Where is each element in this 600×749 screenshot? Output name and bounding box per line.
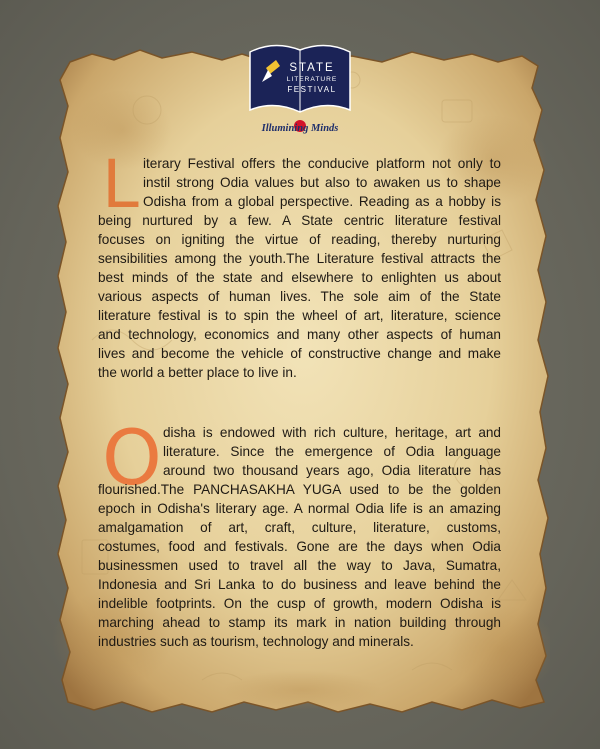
para2-line: literature. Since the emergence of Odia language — [163, 444, 501, 459]
para1-line: literature festival is to spin the wheel of art, literature, science — [98, 308, 501, 323]
para1-line: focuses on igniting the virtue of reading, thereby nurturing — [98, 232, 501, 247]
para2-line: indelible footprints. On the cusp of growth, modern Odisha is — [98, 596, 501, 611]
para2-line: around two thousand years ago, Odia literature has — [163, 463, 501, 478]
para1-line: and technology, economics and many other aspects of human — [98, 327, 501, 342]
logo-subtitle: LITERATURE — [286, 76, 338, 83]
para2-line: businessmen used to travel all the way to Java, Sumatra, — [98, 558, 501, 573]
para2-line: epoch in Odisha's literary age. A normal Odia life is an amazing — [98, 501, 501, 516]
para1-line: best minds of the state and elsewhere to enlighten us about — [98, 270, 501, 285]
para2-line: amalgamation of art, craft, culture, literature, customs, — [98, 520, 501, 535]
para1-line: various aspects of human lives. The sole aim of the State — [98, 289, 501, 304]
para2-line: costumes, food and festivals. Gone are the days when Odia — [98, 539, 501, 554]
dropcap-o: O — [102, 413, 162, 502]
logo-subtitle-festival: FESTIVAL — [287, 85, 337, 94]
para1-line: Odisha from a global perspective. Reading as a hobby is — [143, 194, 501, 209]
para2-line: disha is endowed with rich culture, heritage, art and — [163, 425, 501, 440]
para2-line: Indonesia and Sri Lanka to do business and leave behind the — [98, 577, 501, 592]
para2-line: industries such as tourism, technology and minerals. — [98, 634, 414, 649]
logo-tagline: Illumining Minds — [261, 123, 339, 134]
para1-line: lives and become the vehicle of constructive change and make — [98, 346, 501, 361]
para1-line: the world a better place to live in. — [98, 365, 297, 380]
para1-line: being nurtured by a few. A State centric literature festival — [98, 213, 501, 228]
logo-title: STATE — [289, 62, 335, 74]
festival-logo — [244, 40, 356, 136]
para2-line: flourished.The PANCHASAKHA YUGA used to be the golden — [98, 482, 501, 497]
para2-line: marching ahead to stamp its mark in nation building through — [98, 615, 501, 630]
dropcap-l: L — [102, 146, 139, 223]
para1-line: iterary Festival offers the conducive platform not only to — [143, 156, 501, 171]
para1-line: sensibilities among the youth.The Literature festival attracts the — [98, 251, 501, 266]
para1-line: instil strong Odia values but also to awaken us to shape — [143, 175, 501, 190]
